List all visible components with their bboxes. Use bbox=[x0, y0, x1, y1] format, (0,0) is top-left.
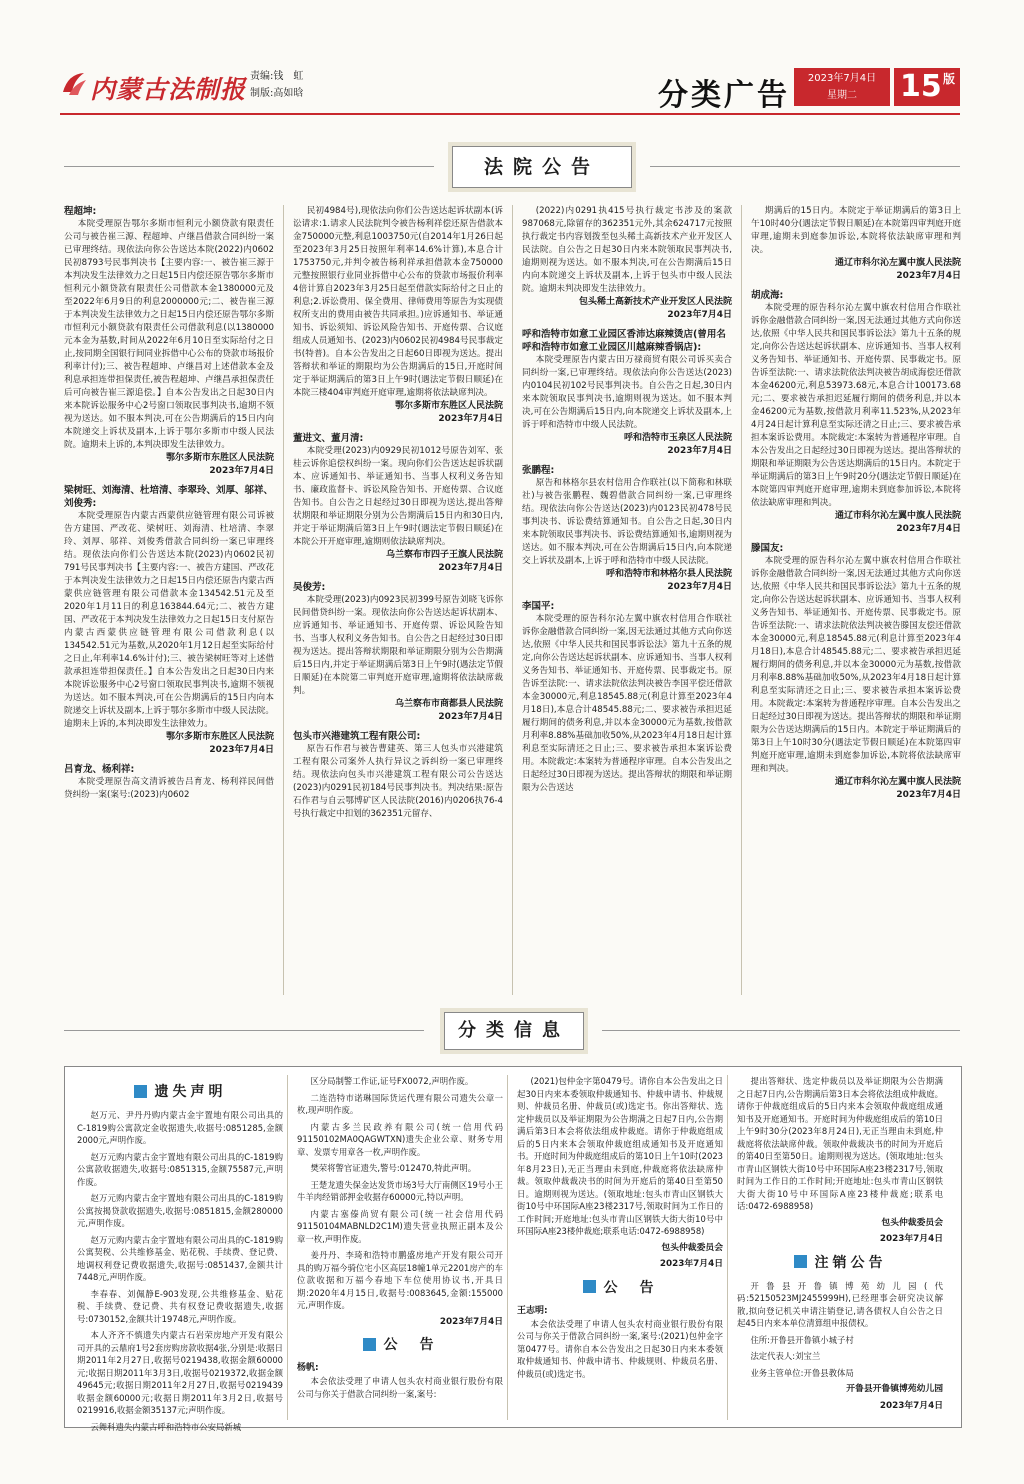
classified-item bbox=[297, 1249, 503, 1312]
notice-body: 本院受理(2023)内0923民初399号原告刘晓飞诉你民间借贷纠纷一案。现依法向你公告送达起诉状副本、应诉通知书、举证通知书、开庭传票、诉讼风险告知书、当事人权利义务告知书。自公告之日起经过30日即视为送达。提出答辩状期限和举证期限分别为公告期满后15日内,并定于举证期满后第3日上午9时(遇法定节假日顺延)在本院第二审判庭开庭审理,逾期将依法缺席裁判。 bbox=[293, 595, 503, 696]
court-notice bbox=[751, 289, 961, 536]
notice-body: 本院受理原告内蒙古西蒙供应链管理有限公司诉被告方建国、严改花、梁树旺、刘海清、杜培清、李翠玲、刘厚、邬祥、刘俊秀借款合同纠纷一案已审理终结。现依法向你们公告送达本院(2023)内0602民初791号民事判决书【主要内容:一、被告方建国、严改花于本判决发生法律效力之日起15日内偿还原告内蒙古西蒙供应链管理有限公司借款本金134542.51元及至2020年1月11日的利息163844.64元;二、被告方建国、严改花于本判决发生法律效力之日起15日支付原告内蒙古西蒙供应链管理有限公司借款利息(以134542.51元为基数,从2020年1月12日起至实际给付之日止,年利率14.6%计付);三、被告梁树旺等对上述借款承担连带担保责任。】自本公告发出之日起30日内来本院诉讼服务中心2号窗口领取民事判决书,逾期不领视为送达。如不服本判决,可在公告期满后的15日内向本院递交上诉状及副本,上诉于鄂尔多斯市中级人民法院。逾期未上诉的,本判决即发生法律效力。 bbox=[64, 511, 274, 729]
item-body: 区分局制警工作证,证号FX0072,声明作废。 bbox=[310, 1076, 474, 1086]
court-notices-header: 法院公告 bbox=[452, 146, 632, 188]
court-column-4 bbox=[751, 205, 961, 995]
notice-addressee: 包头市兴港建筑工程有限公司: bbox=[293, 731, 421, 742]
classified-item bbox=[517, 1258, 723, 1271]
item-body: 业务主管单位:开鲁县教体局 bbox=[750, 1367, 854, 1378]
newspaper-logo: 内蒙古法制报 bbox=[90, 75, 247, 104]
item-signature: 包头仲裁委员会 bbox=[661, 1242, 723, 1253]
notice-addressee: 梁树旺、刘海清、杜培清、李翠玲、刘厚、邬祥、刘俊秀: bbox=[64, 485, 274, 509]
court-column-3 bbox=[522, 205, 732, 995]
square-bullet-icon bbox=[363, 1338, 376, 1351]
court-notice bbox=[751, 205, 961, 283]
header-ornament-left bbox=[64, 166, 434, 167]
classified-item bbox=[297, 1092, 503, 1117]
classified-item bbox=[77, 1192, 283, 1230]
section-name: 分类广告 bbox=[658, 78, 790, 113]
notice-body: 原告石作君与被告曹建英、第三人包头市兴港建筑工程有限公司案外人执行异议之诉纠纷一案已审理终结。现依法向包头市兴港建筑工程有限公司公告送达(2023)内0291民初184号民事判决书。判决结果:原告石作君与自云鄂博矿区人民法院(2016)内0206执76-4号执行裁定中扣划的362351元留存、 bbox=[293, 744, 503, 819]
notice-body: 本院受理原告高文清诉被告吕育龙、杨利祥民间借贷纠纷一案(案号:(2023)内0602 bbox=[64, 777, 274, 800]
notice-addressee: 呼和浩特市如意工业园区香沛达麻辣烫店(曾用名呼和浩特市如意工业园区川越麻辣香锅店): bbox=[522, 329, 726, 353]
classified-item bbox=[737, 1383, 943, 1396]
notice-heading bbox=[297, 1334, 503, 1354]
notice-court: 鄂尔多斯市东胜区人民法院 bbox=[394, 401, 503, 411]
notice-addressee: 胡成海: bbox=[751, 290, 784, 301]
item-body: 赵万元购内蒙古金宇置地有限公司出具的C-1819购公寓按揭贷款收据遗失,收据号:0851815,金额280000元,声明作废。 bbox=[77, 1193, 283, 1228]
notice-date: 2023年7月4日 bbox=[438, 414, 503, 424]
notice-court: 通辽市科尔沁左翼中旗人民法院 bbox=[834, 511, 961, 521]
classified-item bbox=[517, 1305, 723, 1381]
credits bbox=[250, 68, 303, 102]
column-divider bbox=[727, 1075, 728, 1420]
item-body: 住所:开鲁县开鲁镇小城子村 bbox=[750, 1334, 854, 1345]
notice-heading bbox=[517, 1277, 723, 1297]
item-body: 李春春、刘佩静E-903发现,公共维修基金、贴花税、手续费、登记费、共有权登记费收据遗失,收据号:0730152,金额共计19748元,声明作废。 bbox=[77, 1288, 283, 1324]
classified-item bbox=[77, 1288, 283, 1326]
classified-item bbox=[737, 1334, 943, 1347]
notice-court: 呼和浩特市玉泉区人民法院 bbox=[623, 433, 732, 443]
classified-item bbox=[737, 1400, 943, 1413]
editor-credit: 责编:钱 虹 bbox=[250, 71, 304, 82]
item-body: 本人齐齐不慎遗失内蒙古石岩荣房地产开发有限公司开具的云鼎府1号2套房购房款收据4张,分别是:收据日期2011年2月27日,收据号0219438,收据金额60000元;收据日期2011年3月3日,收据号0219372,收据金额49645元;收据日期2011年2月27日,收据号0219439收据金额60000元;收据日期2011年3月2日,收据号0219916,收据金额35137元;声明作废。 bbox=[77, 1330, 283, 1415]
page-number-box bbox=[894, 68, 960, 106]
notice-court: 通辽市科尔沁左翼中旗人民法院 bbox=[834, 258, 961, 268]
classified-item bbox=[77, 1421, 283, 1434]
notice-addressee: 吴俊芳: bbox=[293, 582, 326, 593]
square-bullet-icon bbox=[583, 1280, 596, 1293]
page-suffix: 版 bbox=[942, 72, 955, 86]
notice-court: 鄂尔多斯市东胜区人民法院 bbox=[165, 732, 274, 742]
notice-court: 乌兰察布市四子王旗人民法院 bbox=[385, 550, 503, 560]
item-signature: 2023年7月4日 bbox=[879, 1234, 943, 1244]
column-divider bbox=[512, 205, 513, 995]
notice-addressee: 董进文、董月清: bbox=[293, 433, 364, 444]
classified-item bbox=[297, 1179, 503, 1204]
notice-date: 2023年7月4日 bbox=[667, 446, 732, 456]
page-number: 15 bbox=[900, 69, 942, 104]
masthead-rule bbox=[60, 113, 960, 115]
notice-addressee: 滕国友: bbox=[751, 543, 784, 554]
court-notice bbox=[522, 464, 732, 594]
classified-column-3 bbox=[517, 1075, 723, 1420]
court-notice bbox=[293, 730, 503, 821]
notice-body: 本院受理原告鄂尔多斯市恒利元小额贷款有限责任公司与被告崔三源、程超坤、卢继昌借款合同纠纷一案已审理终结。现依法向你公告送达本院(2022)内0602民初8793号民事判决书【主要内容:一、被告崔三源于本判决发生法律效力之日起15日内偿还原告鄂尔多斯市恒利元小额贷款有限责任公司借款本金1380000元及至2022年6月9日的利息2000000元;二、被告崔三源于本判决发生法律效力之日起15日内偿还原告鄂尔多斯市恒利元小额贷款有限责任公司借款利息(以1380000元本金为基数,时间从2022年6月10日至实际给付之日止,按同期全国银行间同业拆借中心公布的贷款市场报价利率计付);三、被告程超坤、卢继昌对上述借款本金及利息承担连带担保责任,被告程超坤、卢继昌承担保责任后可向被告崔三源追偿。】自本公告发出之日起30日内来本院诉讼服务中心2号窗口领取民事判决书,逾期不领视为送达。如不服本判决,可在公告期满后的15日内向本院递交上诉状及副本,上诉于鄂尔多斯市中级人民法院。逾期未上诉的,本判决即发生法律效力。 bbox=[64, 219, 274, 450]
notice-body: 民初4984号),现依法向你们公告送达起诉状副本(诉讼请求:1.请求人民法院判令被告杨利祥偿还原告借款本金750000元整,利息1003750元(自2014年1月26日起至2023年3月25日按照年利率14.6%计算),本息合计1753750元,并判令被告杨利祥承担借款本金750000元整按照银行业同业拆借中心公布的贷款市场报价利率4倍计算自2023年3月25日起至借款实际给付之日止的利息;2.诉讼费用、保全费用、律师费用等原告为实现债权所支出的费用由被告共同承担。)应诉通知书、举证通知书、诉讼须知、诉讼风险告知书、开庭传票、合议庭组成人员通知书、(2023)内0602民初4984号民事裁定书(特普)。自本公告发出之日起60日即视为送达。提出答辩状和举证的期限均为公告期满后的15日,开庭时间定于举证期满后的第3日上午9时(遇法定节假日顺延)在本院三楼404审判庭开庭审理,逾期将依法缺席判决。 bbox=[293, 206, 503, 398]
item-body: 樊荣将警官证遗失,警号:012470,特此声明。 bbox=[310, 1163, 477, 1173]
notice-date: 2023年7月4日 bbox=[438, 563, 503, 573]
item-body: 赵万元购内蒙古金宇置地有限公司出具的C-1819购公寓款收据遗失,收据号:0851315,金额75587元,声明作废。 bbox=[77, 1151, 283, 1187]
issue-weekday: 星期二 bbox=[827, 90, 857, 101]
column-divider bbox=[283, 205, 284, 995]
classified-column-4 bbox=[737, 1075, 943, 1420]
classified-item bbox=[77, 1234, 283, 1284]
classified-item bbox=[517, 1075, 723, 1238]
column-divider bbox=[507, 1075, 508, 1420]
square-bullet-icon bbox=[794, 1255, 807, 1268]
subhead-title: 公 告 bbox=[603, 1279, 658, 1296]
classified-item bbox=[517, 1242, 723, 1255]
notice-body: 原告和林格尔县农村信用合作联社(以下简称和林联社)与被告张鹏程、魏碧借款合同纠纷一案,已审理终结。现依法向你公告送达(2023)内0123民初478号民事判决书、诉讼费结算通知书。自公告之日起,30日内来本院领取民事判决书、诉讼费结算通知书,逾期则视为送达。如不服本判决,可在公告期满后15日内,向本院递交上诉状及副本,上诉于呼和浩特市中级人民法院。 bbox=[522, 478, 732, 566]
classified-column-1 bbox=[77, 1075, 283, 1432]
notice-date: 2023年7月4日 bbox=[896, 524, 961, 534]
item-body: 内蒙古塞傣尚贸有限公司(统一社会信用代码91150104MABNLD2C1M)遗失营业执照正副本及公章一枚,声明作废。 bbox=[297, 1208, 503, 1244]
classified-item bbox=[297, 1121, 503, 1159]
notice-body: (2022)内0291执415号执行裁定书涉及的案款987068元,除留存的362351元外,其余624717元按照执行裁定书内容划拨至包头稀土高新技术产业开发区人民法院。自公告之日起30日内来本院领取民事判决书,逾期则视为送达。如不服本判决,可在公告期满后15日内向本院递交上诉状及副本,上诉于包头市中级人民法院。逾期未判决即发生法律效力。 bbox=[522, 206, 732, 294]
notice-body: 期满后的15日内。本院定于举证期满后的第3日上午10时40分(遇法定节假日顺延)在本院第四审判庭开庭审理,逾期未到庭参加诉讼,本院将依法缺席审理和判决。 bbox=[751, 206, 961, 255]
item-signature: 2023年7月4日 bbox=[439, 1316, 503, 1327]
court-notice bbox=[522, 328, 732, 458]
notice-date: 2023年7月4日 bbox=[209, 466, 274, 476]
court-notice bbox=[64, 205, 274, 478]
notice-body: 本院受理的原告科尔沁左翼中旗农村信用合作联社诉你金融借款合同纠纷一案,因无法通过其他方式向你送达,依照《中华人民共和国民事诉讼法》第九十五条的规定,向你公告送达起诉状副本、应诉通知书、当事人权利义务告知书、举证通知书、开庭传票、民事裁定书。原告诉至法院:一、请求法院依法判决被告胡成海偿还借款本金46200元,利息53973.68元,本息合计100173.68元;二、要求被告承担迟延履行期间的债务利息,并以本金46200元为基数,按借款月利率11.523%,从2023年4月24日起计算利息至实际还清之日止;三、要求被告承担本案诉讼费用。本院裁定:本案转为普通程序审理。自本公告发出之日起经过30日即视为送达。提出答辩状的期限和举证期限为公告送达期满后的15日内。本院定于举证期满后的第3日上午9时20分(遇法定节假日顺延)在本院第四审判庭开庭审理,逾期未到庭参加诉讼,本院将依法缺席审理和判决。 bbox=[751, 303, 961, 508]
item-addressee: 杨帆: bbox=[297, 1363, 319, 1373]
issue-date-box bbox=[794, 68, 890, 106]
notice-body: 本院受理的原告科尔沁左翼中旗农村信用合作联社诉你金融借款合同纠纷一案,因无法通过其他方式向你送达,依照《中华人民共和国民事诉讼法》第九十五条的规定,向你公告送达起诉状副本、应诉通知书、当事人权利义务告知书、举证通知书、开庭传票、民事裁定书。原告诉至法院:一、请求法院依法判决被告李国平偿还借款本金30000元,利息18545.88元(利息计算至2023年4月18日),本息合计48545.88元;二、要求被告承担迟延履行期间的债务利息,并以本金30000元为基数,按借款月利率8.88%基础加收50%,从2023年4月18日起计算利息至实际清还之日止;三、要求被告承担本案诉讼费用。本院裁定:本案转为普通程序审理。自本公告发出之日起经过30日即视为送达。提出答辩状的期限和举证期限为公告送达 bbox=[522, 614, 732, 793]
notice-addressee: 吕育龙、杨利祥: bbox=[64, 764, 135, 775]
classified-section bbox=[64, 1066, 962, 1432]
classified-item bbox=[297, 1162, 503, 1175]
court-notice bbox=[293, 581, 503, 724]
column-divider bbox=[741, 205, 742, 995]
notice-date: 2023年7月4日 bbox=[438, 712, 503, 722]
item-body: 云舞科遗失内蒙古呼和浩特市公安局新城 bbox=[90, 1421, 242, 1432]
item-body: 王楚龙遗失保金达发货市场3号大厅南侧区19号小王牛羊肉经销部押金收据存60000元,特以声明。 bbox=[297, 1179, 503, 1202]
classified-item bbox=[737, 1367, 943, 1380]
notice-court: 包头稀土高新技术产业开发区人民法院 bbox=[578, 297, 732, 307]
notice-date: 2023年7月4日 bbox=[667, 582, 732, 592]
notice-addressee: 张鹏程: bbox=[522, 465, 555, 476]
item-body: 开鲁县开鲁镇博苑幼儿园(代码:52150523MJ2455999H),已经理事会研究决议解散,拟向登记机关申请注销登记,请各债权人自公告之日起45日内来本单位清算组申报债权。 bbox=[737, 1280, 943, 1328]
court-notice bbox=[64, 763, 274, 802]
lost-declaration-heading: 遗失声明 bbox=[77, 1081, 283, 1101]
item-body: 法定代表人:刘宝兰 bbox=[750, 1351, 821, 1361]
header-ornament-right bbox=[602, 1030, 960, 1031]
masthead bbox=[60, 64, 960, 113]
court-notice bbox=[522, 600, 732, 795]
court-notice bbox=[293, 432, 503, 575]
notice-body: 本院受理原告内蒙古田万禄商贸有限公司诉买卖合同纠纷一案,已审理终结。现依法向你公告送达(2023)内0104民初102号民事判决书。自公告之日起,30日内来本院领取民事判决书,逾期则视为送达。如不服本判决,可在公告期满后15日内,向本院递交上诉状及副本,上诉于呼和浩特市中级人民法院。 bbox=[522, 355, 732, 430]
header-ornament-right bbox=[650, 166, 960, 167]
classified-item bbox=[737, 1075, 943, 1213]
header-ornament-left bbox=[64, 1030, 424, 1031]
item-signature: 开鲁县开鲁镇博苑幼儿园 bbox=[846, 1384, 943, 1394]
item-body: 二连浩特市诺琳国际货运代理有限公司遗失公章一枚,现声明作废。 bbox=[297, 1092, 503, 1115]
item-signature: 2023年7月4日 bbox=[659, 1259, 723, 1269]
notice-court: 通辽市科尔沁左翼中旗人民法院 bbox=[834, 777, 961, 787]
notice-body: 本院受理的原告科尔沁左翼中旗农村信用合作联社诉你金融借款合同纠纷一案,因无法通过其他方式向你送达,依照《中华人民共和国民事诉讼法》第九十五条的规定,向你公告送达起诉状副本、应诉通知书、当事人权利义务告知书、举证通知书、开庭传票、民事裁定书。原告诉至法院:一、请求法院依法判决被告滕国友偿还借款本金30000元,利息18545.88元(利息计算至2023年4月18日),本息合计48545.88元;二、要求被告承担迟延履行期间的债务利息,并以本金30000元为基数,按借款月利率8.88%基础加收50%,从2023年4月18日起计算利息至实际清还之日止;三、要求被告承担本案诉讼费用。本院裁定:本案转为普通程序审理。自本公告发出之日起经过30日即视为送达。提出答辩状的期限和举证期限为公告送达期满后的15日内。本院定于举证期满后的第3日上午10时30分(遇法定节假日顺延)在本院第四审判庭开庭审理,逾期未到庭参加诉讼,本院将依法缺席审理和判决。 bbox=[751, 556, 961, 774]
classified-item bbox=[297, 1362, 503, 1400]
notice-date: 2023年7月4日 bbox=[667, 310, 732, 320]
classified-item bbox=[77, 1329, 283, 1417]
subhead-title: 公 告 bbox=[383, 1337, 438, 1353]
item-body: (2021)包仲金字第0479号。请你自本公告发出之日起30日内来本委领取仲裁通知书、仲裁申请书、仲裁规则、仲裁员名册、仲裁员(或)选定书。你出答辩状、选定仲裁员以及举证期限为公告期满之日起7日内,公告期满后第3日本会将依法组成仲裁庭。请你于仲裁庭组成后的5日内来本会领取仲裁庭组成通知书及开庭通知书。开庭时间为仲裁庭组成后的第10日上午10时(2023年8月23日),无正当理由未到庭,仲裁庭将依法缺席仲裁。领取仲裁裁决书的时间为开庭后的第40日至第50日。逾期则视为送达。(领取地址:包头市青山区钢铁大街10号中环国际A座23楼2317号,领取时间为工作日的工作时间;开庭地址:包头市青山区钢铁大街大街10号中环国际A座23楼仲裁庭;联系电话:0472-6988958) bbox=[517, 1076, 723, 1236]
court-notice bbox=[751, 542, 961, 802]
classified-item bbox=[297, 1208, 503, 1246]
court-column-2 bbox=[293, 205, 503, 995]
notice-date: 2023年7月4日 bbox=[896, 790, 961, 800]
court-notice bbox=[64, 484, 274, 757]
classified-item bbox=[77, 1151, 283, 1189]
notice-court: 呼和浩特市和林格尔县人民法院 bbox=[605, 569, 732, 579]
producer-credit: 制版:高如晗 bbox=[250, 88, 304, 99]
item-body: 内蒙古多兰民政养有限公司(统一信用代码91150102MA0QAGWTXN)遗失企业公章、财务专用章、发票专用章各一枚,声明作废。 bbox=[297, 1121, 503, 1157]
classified-column-2 bbox=[297, 1075, 503, 1420]
court-notices bbox=[64, 205, 960, 995]
item-body: 赵万元购内蒙古金宇置地有限公司出具的C-1819购公寓契税、公共维修基金、贴花税、手续费、登记费、地调权利登记费收据遗失,收据号:0851437,金额共计7448元,声明作废。 bbox=[77, 1234, 283, 1282]
notice-court: 鄂尔多斯市东胜区人民法院 bbox=[165, 453, 274, 463]
court-notice bbox=[293, 205, 503, 426]
newspaper-logo-icon bbox=[60, 70, 88, 98]
notice-date: 2023年7月4日 bbox=[209, 745, 274, 755]
item-signature: 2023年7月4日 bbox=[879, 1400, 943, 1411]
item-addressee: 王志明: bbox=[517, 1305, 548, 1316]
notice-court: 乌兰察布市商都县人民法院 bbox=[394, 699, 503, 709]
classified-header: 分类信息 bbox=[444, 1012, 584, 1050]
notice-date: 2023年7月4日 bbox=[896, 271, 961, 281]
subhead-title: 注销公告 bbox=[814, 1254, 887, 1271]
classified-item bbox=[297, 1316, 503, 1329]
item-body: 提出答辩状、选定仲裁员以及举证期限为公告期满之日起7日内,公告期满后第3日本会将依法组成仲裁庭。请你于仲裁庭组成后的5日内来本会领取仲裁庭组成通知书及开庭通知书。开庭时间为仲裁庭组成后的第10日上午9时30分(2023年8月24日),无正当理由未到庭,仲裁庭将依法缺席仲裁。领取仲裁裁决书的时间为开庭后的第40日至第50日。逾期则视为送达。(领取地址:包头市青山区钢铁大街10号中环国际A座23楼2317号,领取时间为工作日的工作时间;开庭地址:包头市青山区钢铁大街大街10号中环国际A座23楼仲裁庭;联系电话:0472-6988958) bbox=[737, 1076, 943, 1211]
notice-addressee: 李国平: bbox=[522, 601, 555, 612]
issue-date: 2023年7月4日 bbox=[807, 73, 877, 84]
classified-item bbox=[297, 1075, 503, 1088]
square-bullet-icon bbox=[134, 1085, 147, 1098]
cancellation-heading bbox=[737, 1252, 943, 1272]
column-divider bbox=[287, 1075, 288, 1420]
item-body: 本会依法受理了申请人包头农村商业银行股份有限公司与你关于借款合同纠纷一案,案号: bbox=[297, 1376, 503, 1399]
classified-item bbox=[737, 1350, 943, 1363]
classified-item bbox=[77, 1109, 283, 1147]
notice-addressee: 程超坤: bbox=[64, 206, 97, 217]
court-notice bbox=[522, 205, 732, 322]
classified-item bbox=[737, 1280, 943, 1330]
classified-item bbox=[737, 1233, 943, 1246]
item-body: 姜丹丹、李琦和浩特市鹏盛房地产开发有限公司开具的购万福今骑位宅小区高层18幢1单元2201房产的车位款收据和万福今春地下车位使用协议书,开具日期:2020年4月15日,收据号:0083645,金额:155000元,声明作废。 bbox=[297, 1250, 503, 1310]
court-column-1 bbox=[64, 205, 274, 995]
item-body: 本会依法受理了申请人包头农村商业银行股份有限公司与你关于借款合同纠纷一案,案号:(2021)包仲金字第0477号。请你自本公告发出之日起30日内来本委领取仲裁通知书、仲裁申请书、仲裁规则、仲裁员名册、仲裁员(或)选定书。 bbox=[517, 1318, 723, 1379]
item-signature: 包头仲裁委员会 bbox=[881, 1217, 943, 1228]
notice-body: 本院受理(2023)内0929民初1012号原告刘军、张桂云诉你追偿权纠纷一案。现向你们公告送达起诉状副本、应诉通知书、举证通知书、当事人权利义务告知书、廉政监督卡、诉讼风险告知书、开庭传票、合议庭告知书。自公告之日起经过30日即视为送达,提出答辩状期限和举证期限分别为公告期满后15日内和30日内,并定于举证期满后第3日上午9时(遇法定节假日顺延)在本院公开开庭审理,逾期则依法缺席判决。 bbox=[293, 446, 503, 547]
classified-item bbox=[737, 1217, 943, 1230]
item-body: 赵万元、尹丹丹购内蒙古金宇置地有限公司出具的C-1819购公寓款定金收据遗失,收据号:0851285,金额2000元,声明作废。 bbox=[77, 1110, 283, 1145]
